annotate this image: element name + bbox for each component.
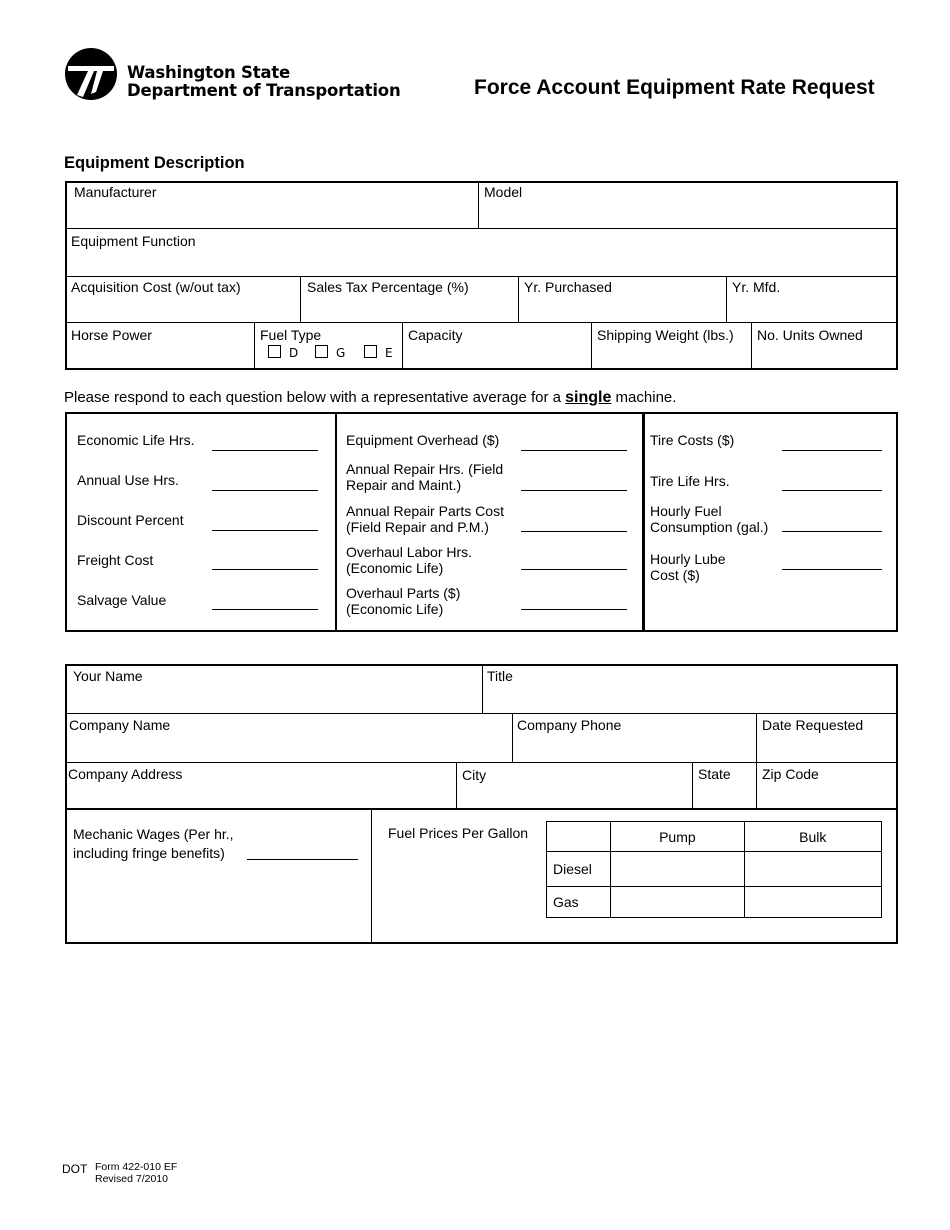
annual-repair-parts-line1: Annual Repair Parts Cost (346, 503, 504, 519)
hourly-lube-input[interactable] (782, 569, 882, 570)
annual-repair-hrs-label (346, 461, 503, 493)
fuel-table-header-pump: Pump (611, 822, 744, 852)
fuel-prices-label: Fuel Prices Per Gallon (388, 825, 529, 841)
your-name-field[interactable]: Your Name (73, 668, 143, 684)
hourly-fuel-label (650, 503, 768, 535)
hourly-lube-label (650, 551, 726, 583)
footer-revised: Revised 7/2010 (95, 1173, 168, 1185)
annual-repair-hrs-line1: Annual Repair Hrs. (Field (346, 461, 504, 477)
fuel-type-e-label: E (385, 346, 393, 360)
form-title: Force Account Equipment Rate Request (474, 76, 875, 99)
tire-life-hrs-label (650, 473, 730, 489)
diesel-pump-input[interactable] (611, 852, 744, 887)
manufacturer-field[interactable]: Manufacturer (74, 184, 157, 200)
instruction-before: Please respond to each question below with a representative average for a (64, 389, 566, 406)
city-field[interactable]: City (462, 767, 487, 783)
annual-repair-hrs-input[interactable] (521, 490, 627, 491)
hourly-lube-line2: Cost ($) (650, 567, 700, 583)
instruction-emphasis: single (565, 389, 612, 406)
yr-mfd-field[interactable]: Yr. Mfd. (732, 279, 781, 295)
fuel-type-e-checkbox[interactable] (364, 345, 377, 358)
units-owned-field[interactable]: No. Units Owned (757, 327, 863, 343)
shipping-weight-field[interactable]: Shipping Weight (lbs.) (597, 327, 734, 343)
instruction-text (64, 389, 676, 407)
equipment-overhead-label (346, 432, 499, 448)
salvage-value-label: Salvage Value (77, 592, 167, 608)
overhaul-labor-hrs-line1: Overhaul Labor Hrs. (346, 544, 473, 560)
company-address-field[interactable]: Company Address (68, 766, 183, 782)
fuel-type-label: Fuel Type (260, 327, 322, 343)
sales-tax-field[interactable]: Sales Tax Percentage (%) (307, 279, 469, 295)
annual-repair-parts-input[interactable] (521, 531, 627, 532)
salvage-value-input[interactable] (212, 609, 318, 610)
tire-costs-line1: Tire Costs ($) (650, 432, 735, 448)
acquisition-cost-field[interactable]: Acquisition Cost (w/out tax) (71, 279, 241, 295)
fuel-table-header-bulk: Bulk (744, 822, 881, 852)
fuel-table-row-diesel: Diesel (547, 852, 611, 887)
state-field[interactable]: State (698, 766, 731, 782)
model-field[interactable]: Model (484, 184, 523, 200)
section-title-equipment: Equipment Description (64, 154, 245, 172)
overhaul-parts-line2: (Economic Life) (346, 601, 444, 617)
overhaul-parts-line1: Overhaul Parts ($) (346, 585, 461, 601)
overhaul-parts-input[interactable] (521, 609, 627, 610)
footer-form-info (95, 1161, 177, 1185)
hourly-lube-line1: Hourly Lube (650, 551, 726, 567)
footer-form-number: Form 422-010 EF (95, 1161, 178, 1173)
agency-line-1: Washington State (127, 63, 291, 82)
fuel-prices-table (546, 821, 882, 918)
fuel-type-g-checkbox[interactable] (315, 345, 328, 358)
instruction-after: machine. (611, 389, 677, 406)
overhaul-labor-hrs-input[interactable] (521, 569, 627, 570)
annual-repair-hrs-line2: Repair and Maint.) (346, 477, 462, 493)
wsdot-logo-icon (64, 47, 118, 101)
freight-cost-label: Freight Cost (77, 552, 154, 568)
overhaul-labor-hrs-label (346, 544, 472, 576)
fuel-table-row-gas: Gas (547, 887, 611, 918)
annual-use-hrs-input[interactable] (212, 490, 318, 491)
hourly-fuel-line2: Consumption (gal.) (650, 519, 769, 535)
annual-repair-parts-line2: (Field Repair and P.M.) (346, 519, 489, 535)
economic-life-hrs-label: Economic Life Hrs. (77, 432, 195, 448)
fuel-type-d-label: D (289, 346, 299, 360)
fuel-table-corner (547, 822, 611, 852)
tire-costs-label (650, 432, 734, 448)
tire-costs-input[interactable] (782, 450, 882, 451)
zip-code-field[interactable]: Zip Code (762, 766, 819, 782)
company-phone-field[interactable]: Company Phone (517, 717, 622, 733)
equipment-function-field[interactable]: Equipment Function (71, 233, 196, 249)
overhaul-parts-label (346, 585, 460, 617)
mechanic-wages-line1: Mechanic Wages (Per hr., (73, 826, 234, 842)
company-name-field[interactable]: Company Name (69, 717, 171, 733)
discount-percent-input[interactable] (212, 530, 318, 531)
overhaul-labor-hrs-line2: (Economic Life) (346, 560, 444, 576)
footer-dot: DOT (62, 1162, 88, 1176)
hourly-fuel-line1: Hourly Fuel (650, 503, 722, 519)
diesel-bulk-input[interactable] (744, 852, 881, 887)
economic-life-hrs-input[interactable] (212, 450, 318, 451)
mechanic-wages-input[interactable] (247, 859, 358, 860)
equipment-overhead-input[interactable] (521, 450, 627, 451)
horse-power-field[interactable]: Horse Power (71, 327, 152, 343)
capacity-field[interactable]: Capacity (408, 327, 463, 343)
agency-name (127, 64, 401, 100)
freight-cost-input[interactable] (212, 569, 318, 570)
hourly-fuel-input[interactable] (782, 531, 882, 532)
yr-purchased-field[interactable]: Yr. Purchased (524, 279, 612, 295)
annual-use-hrs-label: Annual Use Hrs. (77, 472, 179, 488)
tire-life-hrs-line1: Tire Life Hrs. (650, 473, 730, 489)
agency-line-2: Department of Transportation (127, 81, 401, 100)
fuel-type-d-checkbox[interactable] (268, 345, 281, 358)
annual-repair-parts-label (346, 503, 504, 535)
equipment-overhead-line1: Equipment Overhead ($) (346, 432, 500, 448)
date-requested-field[interactable]: Date Requested (762, 717, 864, 733)
tire-life-hrs-input[interactable] (782, 490, 882, 491)
mechanic-wages-label (73, 825, 234, 863)
gas-bulk-input[interactable] (744, 887, 881, 918)
mechanic-wages-line2: including fringe benefits) (73, 845, 225, 861)
gas-pump-input[interactable] (611, 887, 744, 918)
discount-percent-label: Discount Percent (77, 512, 184, 528)
fuel-type-g-label: G (336, 346, 346, 360)
title-field[interactable]: Title (487, 668, 513, 684)
